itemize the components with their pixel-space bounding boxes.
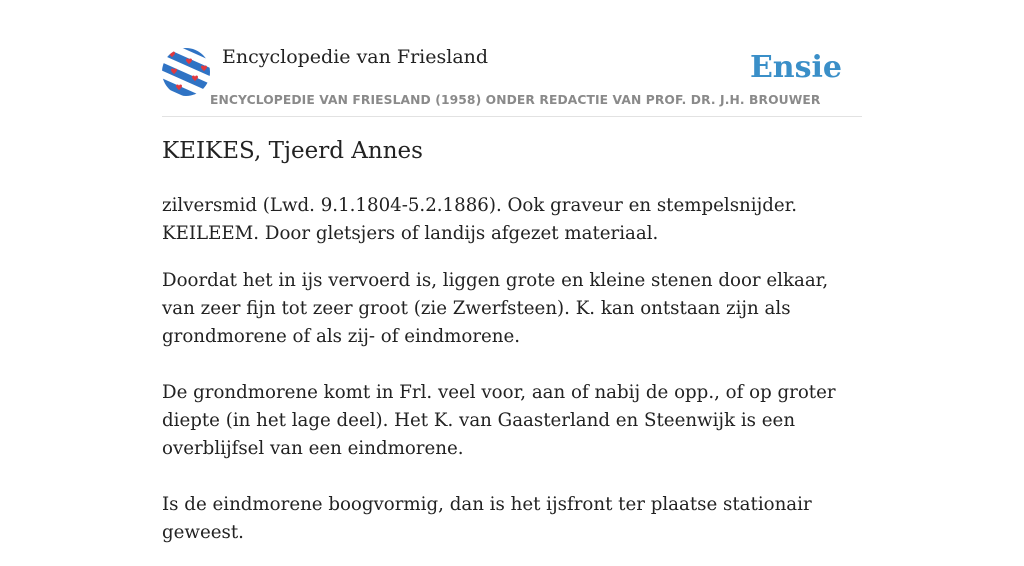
entry-paragraph: De grondmorene komt in Frl. veel voor, aan of nabij de opp., of op groter diepte (in het lage deel). Het K. van Gaasterland en Steenwijk is een overblijfsel van een eindmorene. bbox=[162, 382, 836, 459]
frisian-flag-icon[interactable] bbox=[162, 48, 210, 96]
entry-paragraph: Doordat het in ijs vervoerd is, liggen grote en kleine stenen door elkaar, van zeer fijn tot zeer groot (zie Zwerfsteen). K. kan ontstaan zijn als grondmorene of als zij- of eindmorene. bbox=[162, 270, 829, 347]
encyclopedia-subtitle: ENCYCLOPEDIE VAN FRIESLAND (1958) ONDER REDACTIE VAN PROF. DR. J.H. BROUWER bbox=[210, 93, 821, 107]
site-header bbox=[162, 44, 862, 117]
entry-paragraph: zilversmid (Lwd. 9.1.1804-5.2.1886). Ook graveur en stempelsnijder. KEILEEM. Door gletsjers of landijs afgezet materiaal. bbox=[162, 195, 798, 244]
entry-title: KEIKES, Tjeerd Annes bbox=[162, 138, 423, 164]
ensie-brand-link[interactable]: Ensie bbox=[749, 50, 842, 85]
entry-content bbox=[162, 192, 862, 566]
entry-paragraph: Is de eindmorene boogvormig, dan is het ijsfront ter plaatse stationair geweest. bbox=[162, 494, 812, 543]
site-title[interactable]: Encyclopedie van Friesland bbox=[222, 46, 489, 68]
